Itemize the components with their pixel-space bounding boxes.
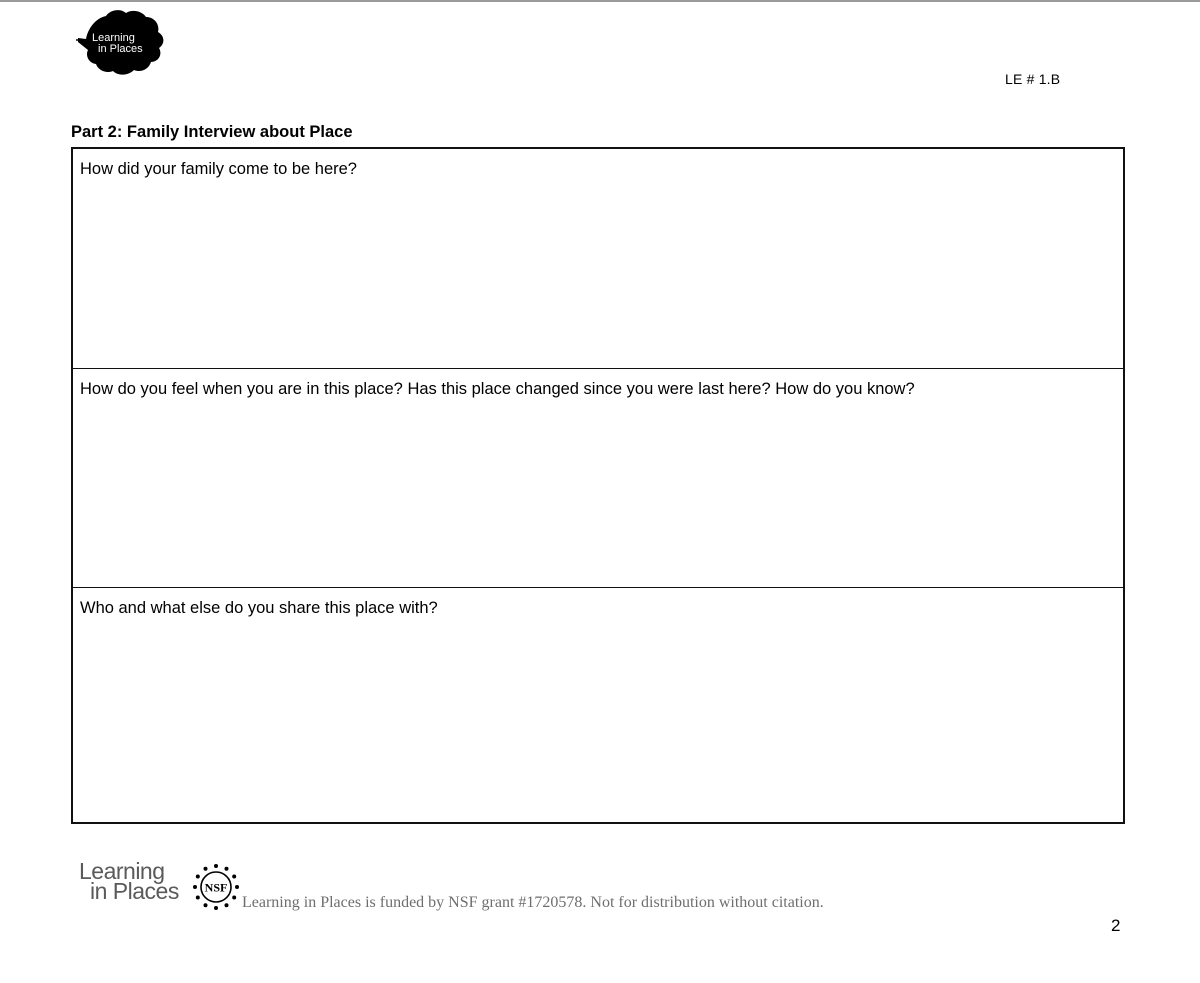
prompt-row-family-origin[interactable] <box>73 149 1123 368</box>
footer-logo-line1: Learning <box>79 858 165 884</box>
section-title: Part 2: Family Interview about Place <box>71 123 353 141</box>
prompt-row-place-feelings[interactable] <box>73 368 1123 587</box>
nsf-seal-icon <box>191 862 241 912</box>
prompt-text: Who and what else do you share this place with? <box>80 599 438 617</box>
learning-in-places-leaf-logo <box>76 8 166 80</box>
top-rule <box>0 0 1200 2</box>
footer-learning-in-places-logo <box>79 858 179 902</box>
svg-text:in Places: in Places <box>98 43 143 55</box>
document-code: LE # 1.B <box>1005 71 1061 87</box>
prompt-text: How do you feel when you are in this place? Has this place changed since you were last here? How do you know? <box>80 380 915 398</box>
interview-prompt-table <box>71 147 1125 824</box>
svg-text:NSF: NSF <box>204 880 228 895</box>
svg-text:Learning: Learning <box>92 32 135 44</box>
prompt-row-shared-place[interactable] <box>73 587 1123 822</box>
funding-note: Learning in Places is funded by NSF grant #1720578. Not for distribution without citation. <box>242 894 824 911</box>
prompt-text: How did your family come to be here? <box>80 160 357 178</box>
page-number: 2 <box>1111 916 1121 935</box>
footer-logo-line2: in Places <box>90 878 179 904</box>
nsf-seal-graphic <box>191 862 241 912</box>
leaf-logo-icon <box>76 8 166 80</box>
